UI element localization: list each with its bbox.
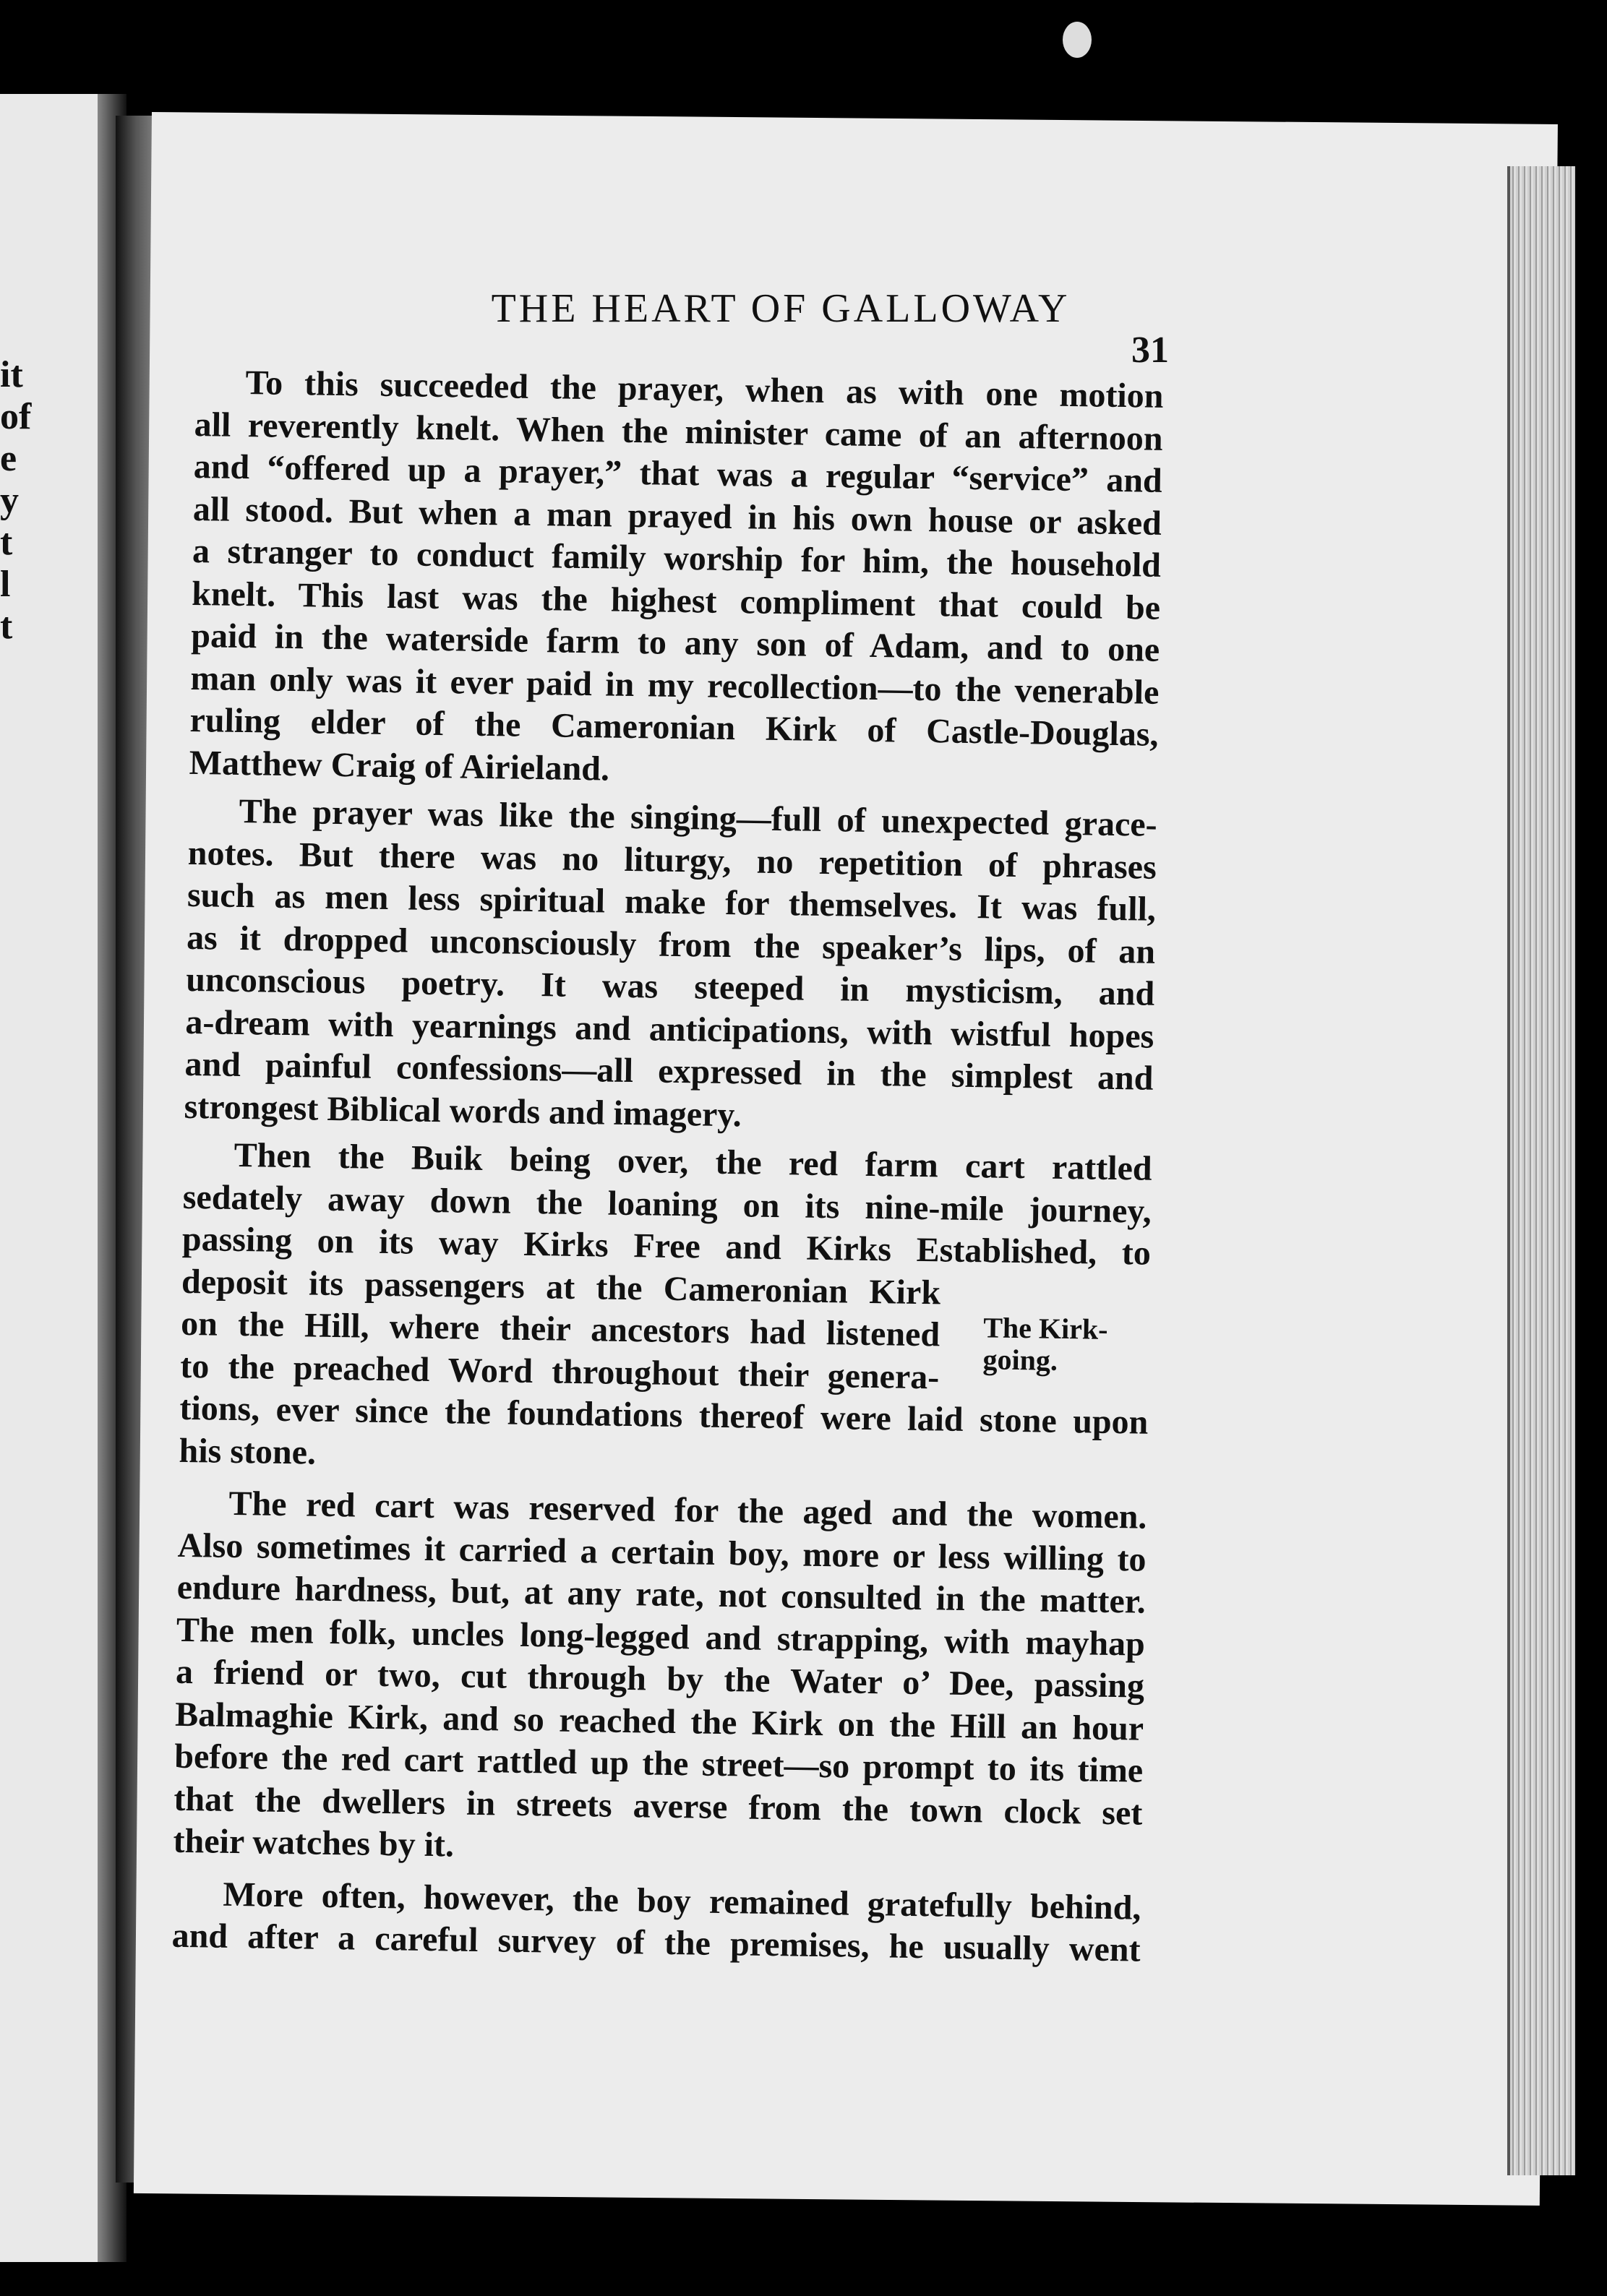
text-line: and painful confessions—all expressed in the simplest and <box>184 1044 1154 1098</box>
text-line: Then the Buik being over, the red farm cart rattled <box>233 1135 1152 1188</box>
text-line: on the Hill, where their ancestors had listened <box>180 1304 940 1354</box>
text-line: Balmaghie Kirk, and so reached the Kirk on the Hill an hour <box>174 1695 1144 1748</box>
text-line: to the preached Word throughout their genera- <box>179 1346 940 1396</box>
text-line: as it dropped unconsciously from the speaker’s lips, of an <box>186 918 1156 971</box>
text-line: deposit its passengers at the Cameronian Kirk <box>181 1262 941 1312</box>
text-line: paid in the waterside farm to any son of Adam, and to one <box>190 616 1160 669</box>
text-line: his stone. <box>179 1431 317 1472</box>
left-page <box>0 94 127 2262</box>
text-line: More often, however, the boy remained gratefully behind, <box>223 1875 1141 1927</box>
paragraph-5 <box>171 1873 1141 1972</box>
text-line: sedately away down the loaning on its nine-mile journey, <box>182 1177 1152 1231</box>
text-line: knelt. This last was the highest compliment that could be <box>191 574 1161 627</box>
text-line: Matthew Craig of Airieland. <box>189 743 610 788</box>
running-title: THE HEART OF GALLOWAY <box>491 286 1071 331</box>
paragraph-4 <box>173 1482 1147 1877</box>
text-line: strongest Biblical words and imagery. <box>184 1087 742 1134</box>
margin-sidenote: The Kirk- going. <box>982 1311 1108 1377</box>
text-line: such as men less spiritual make for themselves. It was full, <box>187 875 1157 929</box>
page-edges <box>1507 166 1575 2175</box>
body-text <box>171 361 1164 1972</box>
text-line: and “offered up a prayer,” that was a regular “service” and <box>193 447 1163 500</box>
text-line: all stood. But when a man prayed in his own house or asked <box>192 489 1162 543</box>
scan-speck <box>1063 22 1092 58</box>
page-number: 31 <box>1131 330 1169 371</box>
text-line: before the red cart rattled up the street—so prompt to its time <box>173 1737 1144 1790</box>
text-line: notes. But there was no liturgy, no repetition of phrases <box>187 833 1157 887</box>
text-line: man only was it ever paid in my recollection—to the venerable <box>190 658 1160 712</box>
text-line: tions, ever since the foundations thereof were laid stone upon <box>179 1388 1149 1442</box>
text-line: endure hardness, but, at any rate, not consulted in the matter. <box>176 1568 1147 1621</box>
paragraph-2 <box>184 790 1157 1143</box>
paragraph-1 <box>189 361 1164 799</box>
text-line: The prayer was like the singing—full of unexpected grace- <box>239 791 1158 844</box>
text-line: and after a careful survey of the premises, he usually went <box>171 1916 1141 1969</box>
text-line: a stranger to conduct family worship for him, the household <box>192 531 1162 585</box>
text-line: a-dream with yearnings and anticipations, with wistful hopes <box>185 1002 1154 1056</box>
text-line: a friend or two, cut through by the Water o’ Dee, passing <box>175 1652 1145 1706</box>
text-line: The red cart was reserved for the aged and the women. <box>228 1484 1147 1536</box>
text-line: The men folk, uncles long-legged and strapping, with mayhap <box>176 1610 1146 1664</box>
text-line: unconscious poetry. It was steeped in mysticism, and <box>185 960 1155 1013</box>
left-page-text-fragment: it of e y t l t <box>0 354 32 647</box>
text-line: passing on its way Kirks Free and Kirks Established, to <box>181 1219 1152 1273</box>
text-line: all reverently knelt. When the minister came of an afternoon <box>194 405 1163 458</box>
text-line: ruling elder of the Cameronian Kirk of Castle-Douglas, <box>189 700 1159 754</box>
paragraph-3 <box>179 1134 1152 1487</box>
text-line: that the dwellers in streets averse from the town clock set <box>173 1779 1143 1833</box>
text-line: To this succeeded the prayer, when as with one motion <box>245 364 1164 416</box>
text-line: Also sometimes it carried a certain boy, more or less willing to <box>177 1526 1147 1579</box>
text-line: their watches by it. <box>173 1821 455 1865</box>
